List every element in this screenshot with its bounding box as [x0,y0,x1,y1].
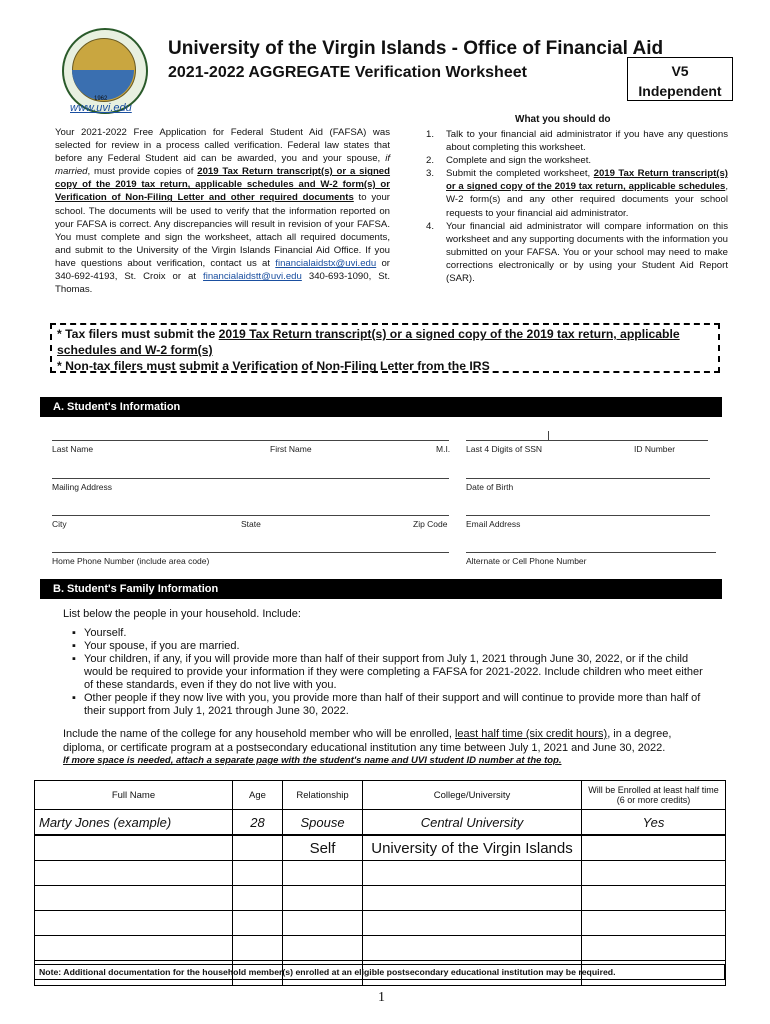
intro-text: 340-693-1090, St. Thomas. [55,271,390,296]
half-time-text: least half time (six credit hours) [454,728,608,740]
tax-filer-notice [57,326,717,358]
step-text: Talk to your financial aid administrator if you have any questions about completing this worksheet. [446,129,728,154]
status-label: Independent [638,83,722,99]
city-label: City [52,519,67,529]
step-number: 1. [426,129,435,140]
cell-enrolled: Yes [582,810,726,836]
include-text: , in a degree, [607,728,672,740]
household-table [34,780,726,986]
table-row[interactable] [35,861,726,886]
intro-text: Your 2021-2022 Free Application for Federal Student Aid (FAFSA) was selected for review in a process called verification. Federal law states that before any Federal Student aid can be awarded, you and your spouse, [55,127,390,165]
cell-age[interactable] [233,861,283,886]
include-college-text [63,728,671,740]
step-number: 3. [426,168,435,180]
cell-name[interactable] [35,886,233,911]
dob-line[interactable] [466,478,710,479]
col-college: College/University [363,781,582,810]
section-b-header: B. Student's Family Information [40,579,722,599]
table-row[interactable] [35,886,726,911]
email-line[interactable] [466,515,710,516]
page-number: 1 [378,990,385,1005]
worksheet-subtitle: 2021-2022 AGGREGATE Verification Worksheet [168,64,527,81]
intro-text: to your school. The documents will be used to verify that the information reported on your FAFSA is correct. Any discrepancies will result in revision of your FAFSA. You must complete and sign the worksheet, attach all required documents, and submit to the University of the Virgin Islands Financial Aid Office. If you have questions about verification, contact us at [55,192,390,269]
cell-name: Marty Jones (example) [35,810,233,836]
non-tax-filer-notice: * Non-tax filers must submit a Verification of Non-Filing Letter from the IRS [57,359,490,373]
documentation-footnote: Note: Additional documentation for the household member(s) enrolled at an eligible postsecondary educational institution may be required. [34,964,725,980]
table-row[interactable] [35,936,726,961]
more-space-note: If more space is needed, attach a separate page with the student's name and UVI student ID number at the top. [63,755,562,766]
ssn-label: Last 4 Digits of SSN [466,444,543,454]
cell-name[interactable] [35,861,233,886]
seal-year: 1962 [94,96,108,102]
list-item: ▪ Your children, if any, if you will provide more than half of their support from July 1, 2021 through June 30, 2022, or if the child would be required to provide your information if they were completing a FAFSA for 2021-2022. Include children who meet either of these standards, even if they do not live with you. [72,653,703,691]
cell-college[interactable] [363,911,582,936]
cell-college[interactable] [363,861,582,886]
mailing-address-label: Mailing Address [52,482,113,492]
step-item [426,154,728,167]
step-number: 4. [426,220,435,232]
tax-notice-text: * Tax filers must submit the [57,327,219,341]
what-to-do-heading: What you should do [515,114,611,125]
include-college-text-2: diploma, or certificate program at a postsecondary educational institution any time between July 1, 2021 and June 30, 2022. [63,742,666,754]
step-text: Your financial aid administrator will compare information on this worksheet and any supporting documents with the information you submitted on your FAFSA. You or your school may need to make corrections electronically or by using your Student Aid Report (SAR). [446,220,728,285]
first-name-label: First Name [270,444,312,454]
alt-phone-label: Alternate or Cell Phone Number [466,556,587,566]
email-label: Email Address [466,519,521,529]
step-item [426,167,728,219]
list-item-text: Other people if they now live with you, you provide more than half of their support and will continue to provide more than half of their support from July 1, 2021 through June 30, 2022. [84,692,701,717]
cell-relationship[interactable] [283,886,363,911]
zip-label: Zip Code [413,519,448,529]
city-state-zip-line[interactable] [52,515,449,516]
cell-age: 28 [233,810,283,836]
step-item [426,128,728,154]
email-link-stx[interactable]: financialaidstx@uvi.edu [275,257,377,269]
col-age: Age [233,781,283,810]
id-number-label: ID Number [634,444,676,454]
cell-relationship[interactable]: Self [283,835,363,861]
step-text: Complete and sign the worksheet. [446,155,592,167]
intro-italic: if married [55,153,390,178]
mailing-address-line[interactable] [52,478,449,479]
email-link-stt[interactable]: financialaidstt@uvi.edu [203,271,302,283]
cell-relationship: Spouse [283,810,363,836]
dob-label: Date of Birth [466,482,514,492]
table-row[interactable] [35,835,726,861]
step-text: , W-2 form(s) and any other required documents your school requests to your financial aid administrator. [446,181,728,219]
cell-enrolled[interactable] [582,835,726,861]
cell-name[interactable] [35,835,233,861]
step-text: Submit the completed worksheet, [446,168,594,180]
section-a-header: A. Student's Information [40,397,722,417]
cell-age[interactable] [233,936,283,961]
page-title: University of the Virgin Islands - Office of Financial Aid [168,38,664,59]
list-item: ▪ Other people if they now live with you, you provide more than half of their support and will continue to provide more than half of their support from July 1, 2021 through June 30, 2022. [72,692,701,717]
household-intro: List below the people in your household. Include: [63,608,301,620]
list-item-text: Your spouse, if you are married. [84,640,240,652]
cell-relationship[interactable] [283,911,363,936]
cell-enrolled[interactable] [582,911,726,936]
cell-name[interactable] [35,911,233,936]
website-link[interactable]: www.uvi.edu [70,102,132,114]
state-label: State [241,519,261,529]
name-line[interactable] [52,440,449,441]
table-row-example [35,810,726,836]
cell-relationship[interactable] [283,936,363,961]
list-item-text: Yourself. [84,627,127,639]
intro-required-docs: 2019 Tax Return transcript(s) or a signed copy of the 2019 tax return, applicable schedules and W-2 form(s) or Verification of Non-Filing Letter and other required documents [55,166,391,204]
table-header-row [35,781,726,810]
last-name-label: Last Name [52,444,94,454]
cell-name[interactable] [35,936,233,961]
cell-college[interactable] [363,936,582,961]
step-required-docs: 2019 Tax Return transcript(s) or a signed copy of the 2019 tax return, applicable schedules [446,168,729,193]
tax-notice-docs: 2019 Tax Return transcript(s) or a signed copy of the 2019 tax return, applicable schedules and W-2 form(s) [57,327,680,357]
mi-label: M.I. [436,444,451,454]
steps-list [426,128,728,285]
list-item-text: Your children, if any, if you will provide more than half of their support from July 1, 2021 through June 30, 2022, or if the child would be required to provide your information if they were completing a FAFSA for 2021-2022. Include children who meet either of these standards, even if they do not live with you. [84,653,703,691]
ssn-id-line[interactable] [466,440,708,441]
step-number: 2. [426,155,435,167]
home-phone-line[interactable] [52,552,449,553]
col-full-name: Full Name [35,781,233,810]
cell-college[interactable] [363,886,582,911]
step-item [426,220,728,285]
intro-text: or 340-692-4193, St. Croix or at [55,257,391,283]
col-enrolled: Will be Enrolled at least half time (6 or more credits) [582,781,726,810]
cell-age[interactable] [233,835,283,861]
cell-enrolled[interactable] [582,886,726,911]
alt-phone-line[interactable] [466,552,716,553]
intro-paragraph [55,126,390,296]
home-phone-label: Home Phone Number (include area code) [52,556,210,566]
cell-college[interactable]: University of the Virgin Islands [363,835,582,861]
col-relationship: Relationship [283,781,363,810]
cell-relationship[interactable] [283,861,363,886]
cell-age[interactable] [233,886,283,911]
cell-enrolled[interactable] [582,936,726,961]
household-include-list [72,627,712,718]
list-item: ▪ Your spouse, if you are married. [72,640,240,652]
intro-text: , must provide copies of [87,166,198,178]
include-text: Include the name of the college for any household member who will be enrolled, [63,728,455,740]
ssn-divider [548,431,549,440]
version-box [627,57,733,101]
cell-college: Central University [363,810,582,836]
list-item: ▪ Yourself. [72,627,127,639]
cell-enrolled[interactable] [582,861,726,886]
table-row[interactable] [35,911,726,936]
cell-age[interactable] [233,911,283,936]
version-label: V5 [671,63,689,79]
